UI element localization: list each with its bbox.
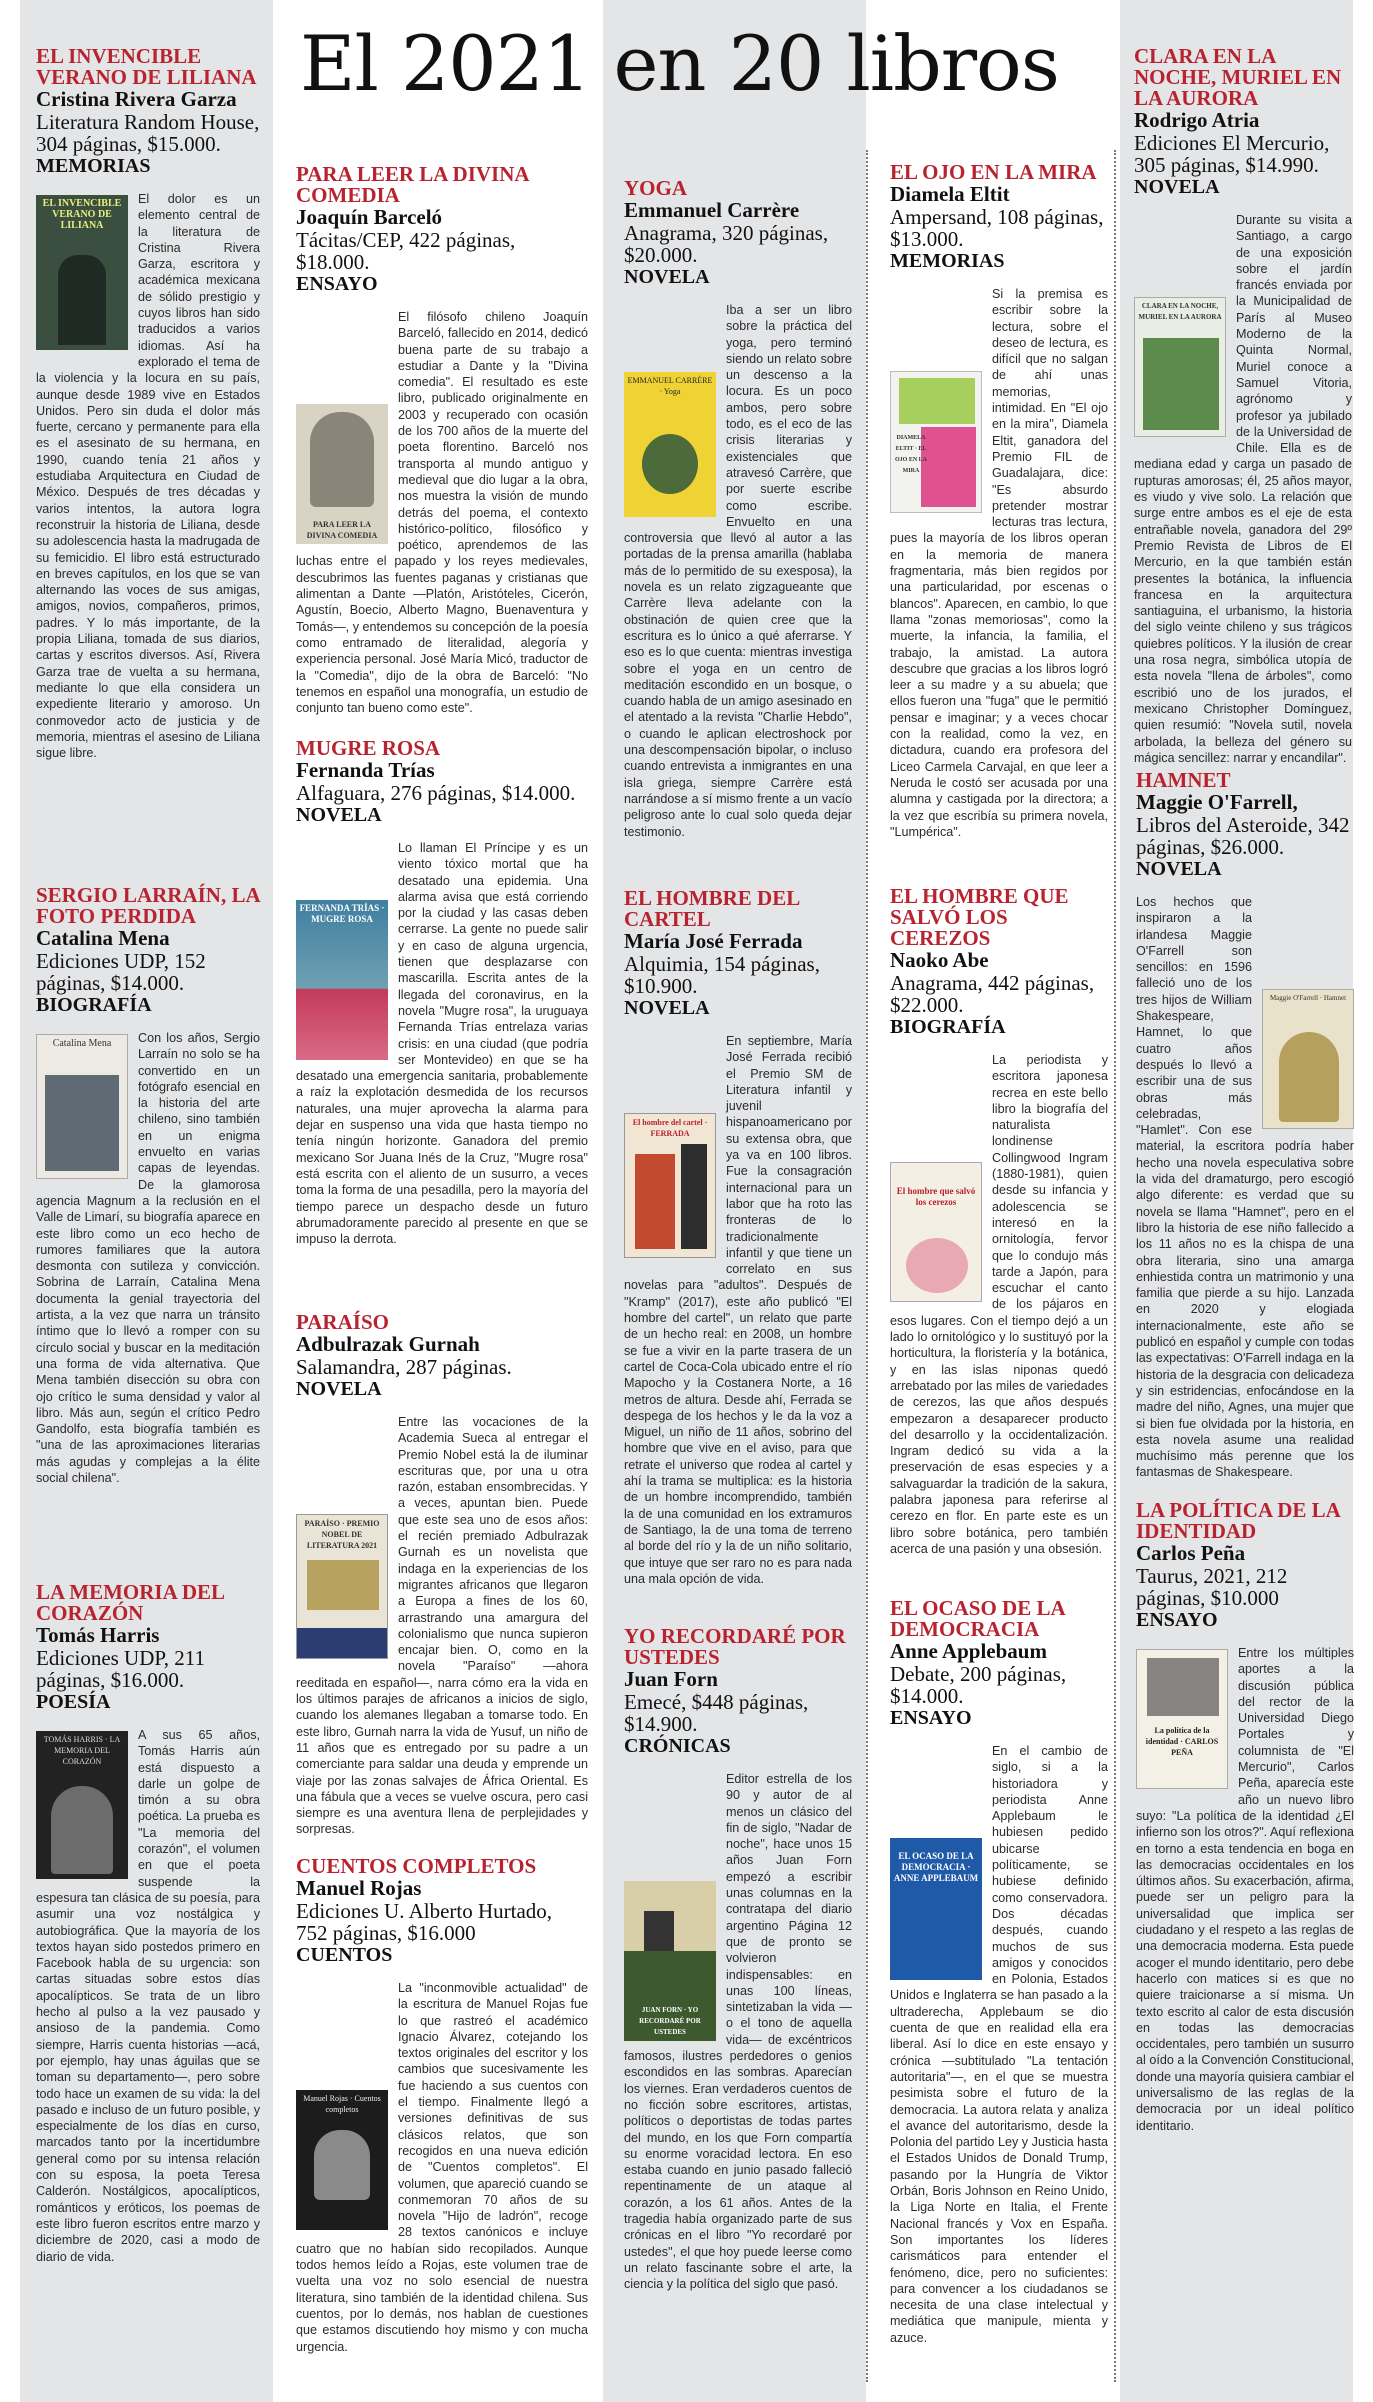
review-larrain xyxy=(36,885,260,1486)
review-publisher: Salamandra, 287 páginas. xyxy=(296,1355,512,1379)
review-body: JUAN FORN · YO RECORDARÉ POR USTEDES Editor estrella de los 90 y autor de al menos un clásico del fin de siglo, "Nadar de noche", hace unos 15 años Juan Forn empezó a escribir unas columnas en la contratapa del diario argentino Página 12 que de pronto se volvieron indispensables: en unas 100 líneas, sintetizaban la vida —o el tono de aquella vida— de excéntricos famosos, ilustres perdedores o genios escondidos en las sombras. Aparecían los viernes. Eran verdaderos cuentos de no ficción sobre escritores, artistas, políticos o deportistas de todas partes del mundo, en los que Forn compartía su enorme voracidad lectora. En eso estaba cuando en junio pasado falleció repentinamente de un ataque al corazón, a los 61 años. Antes de la tragedia había organizado parte de sus crónicas en el libro "Yo recordaré por ustedes", el que hoy puede leerse como un relato fascinante sobre el arte, la ciencia y la política del siglo que pasó. xyxy=(624,1772,852,2292)
review-cerezos xyxy=(890,886,1108,1557)
review-genre: MEMORIAS xyxy=(36,155,151,177)
review-genre: NOVELA xyxy=(624,266,710,288)
review-kicker: EL INVENCIBLE VERANO DE LILIANA xyxy=(36,44,257,89)
book-cover: PARA LEER LA DIVINA COMEDIA xyxy=(296,404,388,544)
review-divina xyxy=(296,164,588,716)
review-author: Tomás Harris xyxy=(36,1623,160,1647)
review-clara xyxy=(1134,46,1352,766)
review-publisher: Tácitas/CEP, 422 páginas, $18.000. xyxy=(296,228,516,274)
book-cover: Catalina Mena xyxy=(36,1034,128,1179)
review-genre: ENSAYO xyxy=(1136,1609,1218,1631)
review-kicker: SERGIO LARRAÍN, LA FOTO PERDIDA xyxy=(36,883,260,928)
review-kicker: PARA LEER LA DIVINA COMEDIA xyxy=(296,162,529,207)
review-genre: NOVELA xyxy=(624,997,710,1019)
review-genre: ENSAYO xyxy=(890,1707,972,1729)
review-kicker: HAMNET xyxy=(1136,768,1231,792)
book-cover: Maggie O'Farrell · Hamnet xyxy=(1262,989,1354,1129)
review-kicker: EL HOMBRE QUE SALVÓ LOS CEREZOS xyxy=(890,884,1069,950)
review-paraiso xyxy=(296,1312,588,1838)
review-author: Diamela Eltit xyxy=(890,182,1010,206)
review-ojo xyxy=(890,162,1108,840)
review-cartel xyxy=(624,888,852,1587)
book-cover: EL OCASO DE LA DEMOCRACIA · ANNE APPLEBAUM xyxy=(890,1838,982,1980)
review-body: DIAMELA ELTIT · EL OJO EN LA MIRA Si la premisa es escribir sobre la lectura, sobre el deseo de lectura, es difícil que no salgan de ahí unas memorias, intimidad. En "El ojo en la mira", Diamela Eltit, ganadora del Premio FIL de Guadalajara, dice: "Es absurdo pretender mostrar lecturas tras lectura, pues la mayoría de los libros operan en la memoria de manera fragmentaria, más bien regidos por una particularidad, por escenas o blancos". Aparecen, en cambio, lo que llama "zonas memoriosas", como la muerte, la infancia, la familia, el trabajo, la amistad. La autora descubre que gracias a los libros logró leer a su madre y a su abuela; que ellos fueron una "fuga" que le permitió pensar e imaginar; y a veces chocar con la realidad, como la vez, en dictadura, cuando era profesora del Liceo Carmela Carvajal, en que leer a Neruda le costó ser acusada por una alumna y castigada por la directora; a la vez que escribía su primera novela, "Lumpérica". xyxy=(890,287,1108,839)
review-body: El hombre que salvó los cerezos La periodista y escritora japonesa recrea en este bello libro la biografía del naturalista londinense Collingwood Ingram (1880-1981), quien desde su infancia y adolescencia se interesó en la ornitología, fervor que lo condujo más tarde a Japón, para escuchar el canto de los pájaros en esos lugares. Con el tiempo dejó a un lado lo ornitológico y lo sustituyó por la horticultura, la floristería y la botánica, y en las islas niponas quedó arrebatado por las miles de variedades de cerezos, las que años después empezaron a desaparecer producto del desarrollo y la occidentalización. Ingram dedicó su vida a la preservación de esas especies y a salvaguardar la tradición de la sakura, palabra japonesa para referirse al cerezo en flor. En parte este es un libro sobre botánica, pero también acerca de una pasión y una obsesión. xyxy=(890,1053,1108,1556)
review-publisher: Ediciones UDP, 211 páginas, $16.000. xyxy=(36,1646,205,1692)
review-genre: ENSAYO xyxy=(296,273,378,295)
book-cover: CLARA EN LA NOCHE, MURIEL EN LA AURORA xyxy=(1134,297,1226,437)
review-genre: POESÍA xyxy=(36,1691,111,1713)
review-genre: NOVELA xyxy=(1134,176,1220,198)
review-author: Rodrigo Atria xyxy=(1134,108,1260,132)
review-kicker: YOGA xyxy=(624,176,687,200)
review-kicker: EL OCASO DE LA DEMOCRACIA xyxy=(890,1596,1065,1641)
review-publisher: Libros del Asteroide, 342 páginas, $26.000. xyxy=(1136,813,1350,859)
review-kicker: MUGRE ROSA xyxy=(296,736,441,760)
review-body: EL INVENCIBLE VERANO DE LILIANA El dolor es un elemento central de la literatura de Cristina Rivera Garza, escritora y académica mexicana de sólido prestigio y cuyos libros han sido traducidos a varios idiomas. Así ha explorado el tema de la violencia y la locura en su país, aunque desde 1989 vive en Estados Unidos. Pero sin duda el dolor más fuerte, cercano y permanente para ella es el asesinato de su hermana, en 1990, cuando tenía 21 años y estudiaba Arquitectura en Ciudad de México. Después de tres décadas y varios intentos, la autora logra reconstruir la historia de Liliana, desde su adolescencia hasta la madrugada de su femicidio. El libro está estructurado en breves capítulos, en los que se van alternando las voces de sus amigas, amigos, novios, compañeros, primos, padres. Y lo más importante, de la propia Liliana, tomada de sus diarios, cartas y escritos diversos. Así, Rivera Garza trae de vuelta a su hermana, mediante lo que ella considera un expediente literario y amoroso. Un conmovedor acto de justicia y de memoria, mientras el asesino de Liliana sigue libre. xyxy=(36,192,260,761)
review-kicker: EL HOMBRE DEL CARTEL xyxy=(624,886,800,931)
review-body: FERNANDA TRÍAS · MUGRE ROSA Lo llaman El Príncipe y es un viento tóxico mortal que ha desatado una epidemia. Una alarma avisa que está corriendo por la ciudad y las casas deben cerrarse. La gente no puede salir y en caso de alguna urgencia, tienen que desplazarse con mascarilla. Escrita antes de la llegada del coronavirus, en la novela "Mugre rosa", la uruguaya Fernanda Trías entrelaza varias crisis: en una ciudad (que podría ser Montevideo) en que se ha desatado una emergencia sanitaria, probablemente a raíz la explotación desmedida de los recursos naturales, una mujer aprovecha la alarma para dejar en suspenso una vida que hasta tiempo no tenía ningún horizonte. Ganadora del premio mexicano Sor Juana Inés de la Cruz, "Mugre rosa" está escrita con el aliento de un susurro, a veces toma la forma de una pesadilla, pero la mayoría del tiempo parece un despacho desde un futuro abrumadoramente parecido al presente en que se impuso la derrota. xyxy=(296,841,588,1247)
review-genre: NOVELA xyxy=(296,1378,382,1400)
review-genre: CRÓNICAS xyxy=(624,1735,731,1757)
review-body: Maggie O'Farrell · Hamnet Los hechos que inspiraron a la irlandesa Maggie O'Farrell son sencillos: en 1596 falleció uno de los tres hijos de William Shakespeare, Hamnet, lo que cuatro años después lo llevó a escribir una de sus obras más celebradas, "Hamlet". Con ese material, la escritora podría haber hecho una novela especulativa sobre la vida del dramaturgo, pero escogió algo diferente: es verdad que su novela se llama "Hamnet", pero en el libro la historia de ese niño fallecido a los 11 años no es la chispa de una obra literaria, sino una amarga enhiestida contra un matrimonio y una familia que pierde a su hijo. Lanzada en 2020 y elogiada internacionalmente, este año se publicó en español y cumple con todas las expectativas: O'Farrell indaga en la historia de la desgracia con delicadeza y sin estridencias, enfocándose en la madre del niño, Agnes, una mujer que si bien fue olvidada por la historia, en esta novela asume una realidad muchísimo más perenne que los fantasmas de Shakespeare. xyxy=(1136,895,1354,1480)
review-publisher: Literatura Random House, 304 páginas, $15.000. xyxy=(36,110,260,156)
review-body: La política de la identidad · CARLOS PEÑA Entre los múltiples aportes a la discusión pública del rector de la Universidad Diego Portales y columnista de "El Mercurio", Carlos Peña, aparecía este año un nuevo libro suyo: "La política de la identidad ¿El infierno son los otros?". Aquí reflexiona en torno a esta tendencia en boga en las democracias occidentales en los últimos años. Su exacerbación, afirma, puede ser un peligro para la universalidad que implica ser ciudadano y el respeto a las reglas de una democracia moderna. Esta puede acoger el mundo identitario, pero debe hacerlo con matices si es que no quiere traicionarse a sí misma. Un texto escrito al calor de esta discusión en todas las democracias occidentales, pero también un susurro al oído a la Convención Constitucional, donde una mayoría quisiera cambiar el universalismo de las reglas de la democracia por un ideal político identitario. xyxy=(1136,1646,1354,2133)
review-cuentos xyxy=(296,1856,588,2355)
review-author: Emmanuel Carrère xyxy=(624,198,800,222)
review-kicker: LA MEMORIA DEL CORAZÓN xyxy=(36,1580,224,1625)
book-cover: DIAMELA ELTIT · EL OJO EN LA MIRA xyxy=(890,371,982,513)
review-yoga xyxy=(624,178,852,840)
book-cover: El hombre que salvó los cerezos xyxy=(890,1162,982,1302)
book-cover: PARAÍSO · PREMIO NOBEL DE LITERATURA 2021 xyxy=(296,1514,388,1659)
review-author: Joaquín Barceló xyxy=(296,205,443,229)
review-publisher: Debate, 200 páginas, $14.000. xyxy=(890,1662,1067,1708)
review-mugre xyxy=(296,738,588,1247)
book-cover: JUAN FORN · YO RECORDARÉ POR USTEDES xyxy=(624,1881,716,2041)
review-author: Maggie O'Farrell, xyxy=(1136,790,1298,814)
review-body: CLARA EN LA NOCHE, MURIEL EN LA AURORA Durante su visita a Santiago, a cargo de una exposición sobre el jardín francés enviada por la Municipalidad de París al Museo Moderno de la Quinta Normal, Muriel conoce a Samuel Vitoria, agrónomo y profesor ya jubilado de la Universidad de Chile. Ella es de mediana edad y carga un pasado de rupturas amorosas; él, 25 años mayor, es viudo y vive solo. La relación que surge entre ambos es el eje de esta entrañable novela, ganadora del 29º Premio Revista de Libros de El Mercurio, en la que también están presentes la botánica, la influencia francesa en la arquitectura santiaguina, el urbanismo, la historia del siglo veinte chileno y sus trágicos quiebres políticos. Y la ilusión de crear una rosa negra, simbólica utopía de esta novela "llena de árboles", como escribió uno de los jurados, el mexicano Christopher Domínguez, quien resumió: "Novela sutil, novela arbolada, la belleza del género su mágica sencillez: narrar y encandilar". xyxy=(1134,213,1352,765)
review-genre: NOVELA xyxy=(296,804,382,826)
review-body: PARAÍSO · PREMIO NOBEL DE LITERATURA 2021 Entre las vocaciones de la Academia Sueca al entregar el Premio Nobel está la de iluminar escrituras que, por una u otra razón, estaban ensombrecidas. Y a veces, apuntan bien. Puede que este sea uno de esos años: el recién premiado Adbulrazak Gurnah es un novelista que indaga en la experiencias de los migrantes africanos que llegaron a Europa a fines de los 60, arrastrando una amargura del colonialismo que nunca supieron encajar bien. O, como en la novela "Paraíso" —ahora reeditada en español—, narra cómo era la vida en los últimos parajes de africanos a inicios de siglo, cuando los alemanes llegaban a tomarse todo. En este libro, Gurnah narra la vida de Yusuf, un niño de 11 años que es entregado por su padre a un comerciante para saldar una deuda y emprende un viaje por las zonas salvajes de África Oriental. Es una fábula que a veces se vuelve oscura, pero casi siempre es una aventura llena de perplejidades y sorpresas. xyxy=(296,1415,588,1837)
review-author: María José Ferrada xyxy=(624,929,803,953)
review-body: EMMANUEL CARRÈRE · Yoga Iba a ser un libro sobre la práctica del yoga, pero terminó siendo un relato sobre un descenso a la locura. Es un poco ambos, pero sobre todo, es el eco de las crisis literarias y existenciales que atravesó Carrère, que por suerte escribe como escribe. Envuelto en una controversia que llevó al autor a las portadas de la prensa amarilla (hablaba más de lo permitido de su exesposa), la novela es un relato zigzagueante que Carrère lleva adelante con la obstinación de quien cree que la escritura es lo único a qué aferrarse. Y eso es lo que cuenta: mientras investiga sobre el yoga en un centro de meditación escondido en un bosque, o cuando habla de un amigo asesinado en el atentado a la revista "Charlie Hebdo", o cuando le aplican electroshock por una descompensación bipolar, o incluso cuando entrevista a inmigrantes en una isla griega, siempre Carrère está narrándose a sí mismo frente a un vacío peligroso ante lo cual solo queda dejar testimonio. xyxy=(624,303,852,839)
review-genre: MEMORIAS xyxy=(890,250,1005,272)
review-publisher: Alquimia, 154 páginas, $10.900. xyxy=(624,952,820,998)
review-genre: CUENTOS xyxy=(296,1944,393,1966)
review-author: Naoko Abe xyxy=(890,948,989,972)
review-publisher: Ampersand, 108 páginas, $13.000. xyxy=(890,205,1104,251)
review-kicker: EL OJO EN LA MIRA xyxy=(890,160,1097,184)
review-author: Catalina Mena xyxy=(36,926,170,950)
review-kicker: LA POLÍTICA DE LA IDENTIDAD xyxy=(1136,1498,1340,1543)
book-cover: Manuel Rojas · Cuentos completos xyxy=(296,2090,388,2230)
book-cover: FERNANDA TRÍAS · MUGRE ROSA xyxy=(296,900,388,1060)
book-cover: EL INVENCIBLE VERANO DE LILIANA xyxy=(36,195,128,350)
review-author: Manuel Rojas xyxy=(296,1876,422,1900)
review-kicker: CUENTOS COMPLETOS xyxy=(296,1854,537,1878)
column-divider xyxy=(866,150,868,2382)
review-genre: BIOGRAFÍA xyxy=(890,1016,1006,1038)
review-publisher: Anagrama, 320 páginas, $20.000. xyxy=(624,221,829,267)
review-ocaso xyxy=(890,1598,1108,2346)
review-publisher: Ediciones UDP, 152 páginas, $14.000. xyxy=(36,949,206,995)
review-hamnet xyxy=(1136,770,1354,1481)
book-cover: EMMANUEL CARRÈRE · Yoga xyxy=(624,372,716,517)
review-publisher: Taurus, 2021, 212 páginas, $10.000 xyxy=(1136,1564,1288,1610)
review-publisher: Alfaguara, 276 páginas, $14.000. xyxy=(296,781,576,805)
review-body: TOMÁS HARRIS · LA MEMORIA DEL CORAZÓN A sus 65 años, Tomás Harris aún está dispuesto a darle un golpe de timón a su obra poética. La prueba es "La memoria del corazón", el volumen en que el poeta suspende la espesura tan clásica de su poesía, para asumir una voz nostálgica y autobiográfica. Que la mayoría de los textos hayan sido postedos primero en Facebook habla de su urgencia: son cartas situadas sobre estos días apocalípticos. Se trata de un libro hecho al pulso a la vez pausado y ansioso de la pandemia. Como siempre, Harris cuenta historias —acá, por ejemplo, hay unas águilas que se toman su departamento—, pero sobre todo hace un examen de su vida: la del pasado e incluso de un futuro posible, y especialmente de los días en curso, marcados tanto por la incertidumbre general como por su intensa relación con su esposa, la poeta Teresa Calderón. Nostálgicos, apocalípticos, románticos y eróticos, los poemas de este libro fueron escritos entre marzo y diciembre de 2020, casi a modo de diario de vida. xyxy=(36,1728,260,2264)
book-cover: La política de la identidad · CARLOS PEÑA xyxy=(1136,1649,1228,1789)
review-genre: NOVELA xyxy=(1136,858,1222,880)
book-cover: El hombre del cartel · FERRADA xyxy=(624,1113,716,1258)
review-author: Juan Forn xyxy=(624,1667,718,1691)
review-body: El hombre del cartel · FERRADA En septiembre, María José Ferrada recibió el Premio SM de Literatura infantil y juvenil hispanoamericano por su extensa obra, que ya va en 100 libros. Fue la consagración internacional para un labor que ha roto las fronteras de lo tradicionalmente infantil y que tiene un correlato en sus novelas para "adultos". Después de "Kramp" (2017), este año publicó "El hombre del cartel", un relato que parte de un hecho real: en 2008, un hombre se fue a vivir en la parte trasera de un cartel de Coca-Cola ubicado entre el río Mapocho y la Costanera Norte, a 16 metros de altura. Desde ahí, Ferrada se despega de los hechos y le da la voz a Miguel, un niño de 11 años, sobrino del hombre que vive en el aviso, para que retrate el universo que rodea al cartel y ahí la trama se multiplica: es la historia de un hombre incomprendido, también la de una comunidad en los extramuros de Santiago, la de una toma de terreno al borde del río y la de un niño solitario, que intuye que ser raro no es para nada una mala opción de vida. xyxy=(624,1034,852,1586)
review-ustedes xyxy=(624,1626,852,2293)
review-identidad xyxy=(1136,1500,1354,2134)
review-kicker: CLARA EN LA NOCHE, MURIEL EN LA AURORA xyxy=(1134,44,1342,110)
book-cover: TOMÁS HARRIS · LA MEMORIA DEL CORAZÓN xyxy=(36,1731,128,1879)
review-author: Carlos Peña xyxy=(1136,1541,1246,1565)
review-genre: BIOGRAFÍA xyxy=(36,994,152,1016)
review-publisher: Emecé, $448 páginas, $14.900. xyxy=(624,1690,809,1736)
column-divider xyxy=(1114,150,1116,2382)
review-author: Anne Applebaum xyxy=(890,1639,1047,1663)
review-author: Adbulrazak Gurnah xyxy=(296,1332,480,1356)
review-publisher: Anagrama, 442 páginas, $22.000. xyxy=(890,971,1095,1017)
review-body: Manuel Rojas · Cuentos completos La "inconmovible actualidad" de la escritura de Manuel Rojas fue lo que rastreó el académico Ignacio Álvarez, cotejando los textos originales del escritor y los cambios que sucesivamente les fue haciendo a sus cuentos con el tiempo. Finalmente llegó a versiones definitivas de sus clásicos relatos, que son recogidos en una nueva edición de "Cuentos completos". El volumen, que apareció cuando se conmemoran 70 años de su novela "Hijo de ladrón", recoge 28 textos canónicos e incluye cuatro que no habían sido recopilados. Aunque todos hemos leído a Rojas, este volumen trae de vuelta una voz no solo esencial de nuestra literatura, sino también de la identidad chilena. Sus cuentos, por lo demás, nos hablan de cuestiones que estamos discutiendo hoy mismo y con mucha urgencia. xyxy=(296,1981,588,2354)
review-invencible xyxy=(36,46,260,761)
review-publisher: Ediciones El Mercurio, 305 páginas, $14.990. xyxy=(1134,131,1330,177)
review-body: EL OCASO DE LA DEMOCRACIA · ANNE APPLEBAUM En el cambio de siglo, si a la historiadora y periodista Anne Applebaum le hubiesen pedido ubicarse políticamente, se hubiese definido como conservadora. Dos décadas después, cuando muchos de sus amigos y conocidos en Polonia, Estados Unidos e Inglaterra se han pasado a la ultraderecha, Applebaum se dio cuenta de que en realidad ella era liberal. Así lo dice en este ensayo y crónica —subtitulado "La tentación autoritaria"—, en el que se muestra pesimista sobre el futuro de la democracia. La autora relata y analiza el avance del autoritarismo, desde la Polonia del partido Ley y Justicia hasta el Estados Unidos de Donald Trump, pasando por la Hungría de Viktor Orbán, Boris Johnson en Reino Unido, la Liga Norte en Italia, el Frente Nacional francés y Vox en España. Son importantes los líderes carismáticos para entender el fenómeno, dice, pero no suficientes: para convencer a los ciudadanos se necesita de una clase intelectual y mediática que manipule, mienta y azuce. xyxy=(890,1744,1108,2345)
review-body: Catalina Mena Con los años, Sergio Larraín no solo se ha convertido en un fotógrafo esencial en la historia del arte chileno, sino también en un enigma envuelto en varias capas de leyendas. De la glamorosa agencia Magnum a la reclusión en el Valle de Limarí, su biografía aparece en este libro como un eco hecho de rumores familiares que la autora desmonta con sutileza y convicción. Sobrina de Larraín, Catalina Mena documenta la genial trayectoria del artista, a la vez que narra un tránsito íntimo que lo llevó a romper con su círculo social y buscar en la meditación una forma de vida alternativa. Que Mena también disección su obra con ojo crítico le suma densidad y valor al libro. Más aun, según el crítico Pedro Gandolfo, esta biografía también es "una de las aproximaciones literarias más agudas y complejas a la élite social chilena". xyxy=(36,1031,260,1486)
review-publisher: Ediciones U. Alberto Hurtado, 752 páginas, $16.000 xyxy=(296,1899,553,1945)
review-body: PARA LEER LA DIVINA COMEDIA El filósofo chileno Joaquín Barceló, fallecido en 2014, dedicó buena parte de su trabajo a estudiar a Dante y la "Divina comedia". El resultado es este libro, publicado originalmente en 2003 y recuperado con ocasión de los 700 años de la muerte del poeta florentino. Barceló nos transporta al mundo antiguo y medieval que dio lugar a la obra, nos muestra la visión de mundo detrás del poema, el contexto histórico-político, filosófico y poético, aprendemos de las luchas entre el papado y los reyes medievales, descubrimos las fuentes paganas y cristianas que alimentan a Dante —Platón, Aristóteles, Cicerón, Agustín, Boecio, Alberto Magno, Buenaventura y Tomás—, y entendemos su concepción de la poesía como entramado de literalidad, alegoría y experiencia personal. José María Micó, traductor de la "Comedia", dijo de la obra de Barceló: "No tenemos en español una monografía, un estudio de conjunto tan bueno como este". xyxy=(296,310,588,716)
review-author: Fernanda Trías xyxy=(296,758,435,782)
review-kicker: YO RECORDARÉ POR USTEDES xyxy=(624,1624,846,1669)
review-author: Cristina Rivera Garza xyxy=(36,87,237,111)
page-title: El 2021 en 20 libros xyxy=(300,19,1059,108)
review-kicker: PARAÍSO xyxy=(296,1310,389,1334)
review-memoria xyxy=(36,1582,260,2265)
